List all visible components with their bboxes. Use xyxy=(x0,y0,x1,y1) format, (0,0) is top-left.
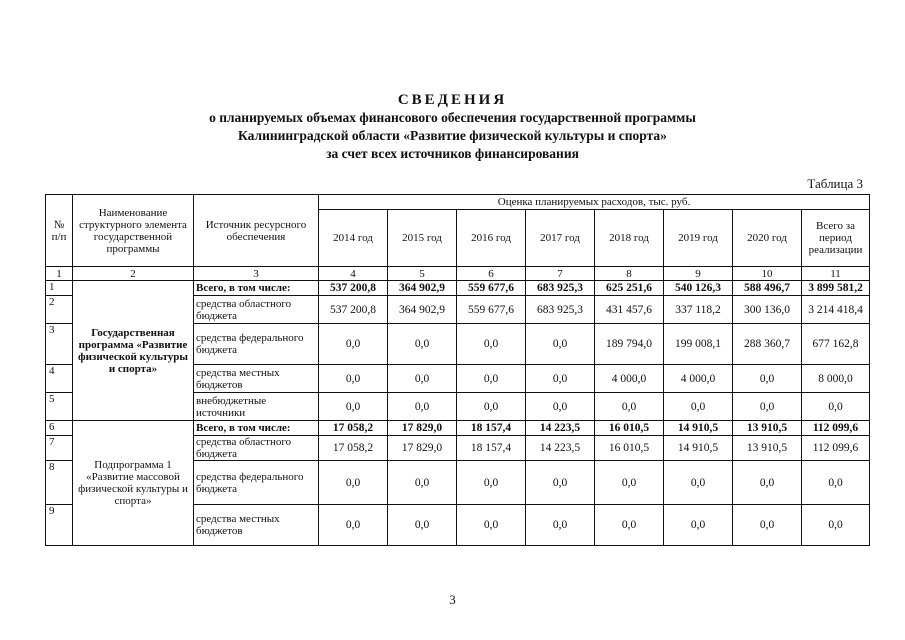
amount-cell: 683 925,3 xyxy=(526,296,595,324)
header-year-7: Всего за период реализации xyxy=(802,210,870,267)
amount-cell: 0,0 xyxy=(733,461,802,505)
column-number: 9 xyxy=(664,267,733,281)
funding-source: средства областного бюджета xyxy=(194,436,319,461)
amount-cell: 0,0 xyxy=(319,393,388,421)
amount-cell: 300 136,0 xyxy=(733,296,802,324)
column-number: 8 xyxy=(595,267,664,281)
amount-cell: 13 910,5 xyxy=(733,421,802,436)
amount-cell: 0,0 xyxy=(388,365,457,393)
header-num: № п/п xyxy=(46,195,73,267)
column-number: 6 xyxy=(457,267,526,281)
amount-cell: 17 829,0 xyxy=(388,421,457,436)
amount-cell: 0,0 xyxy=(457,505,526,546)
row-number: 1 xyxy=(46,281,73,296)
amount-cell: 559 677,6 xyxy=(457,296,526,324)
amount-cell: 0,0 xyxy=(319,365,388,393)
amount-cell: 337 118,2 xyxy=(664,296,733,324)
amount-cell: 0,0 xyxy=(457,324,526,365)
amount-cell: 0,0 xyxy=(457,461,526,505)
row-number: 8 xyxy=(46,461,73,505)
amount-cell: 364 902,9 xyxy=(388,296,457,324)
row-number: 3 xyxy=(46,324,73,365)
amount-cell: 18 157,4 xyxy=(457,421,526,436)
amount-cell: 18 157,4 xyxy=(457,436,526,461)
amount-cell: 0,0 xyxy=(595,393,664,421)
amount-cell: 683 925,3 xyxy=(526,281,595,296)
table-row xyxy=(46,281,870,296)
amount-cell: 0,0 xyxy=(733,505,802,546)
column-number: 11 xyxy=(802,267,870,281)
header-year-6: 2020 год xyxy=(733,210,802,267)
amount-cell: 16 010,5 xyxy=(595,421,664,436)
amount-cell: 0,0 xyxy=(664,505,733,546)
amount-cell: 17 058,2 xyxy=(319,436,388,461)
amount-cell: 0,0 xyxy=(802,461,870,505)
column-number: 10 xyxy=(733,267,802,281)
funding-source: средства областного бюджета xyxy=(194,296,319,324)
column-number: 5 xyxy=(388,267,457,281)
document-heading: СВЕДЕНИЯ xyxy=(397,92,508,108)
document-subtitle-line-3: за счет всех источников финансирования xyxy=(326,146,579,161)
row-number: 5 xyxy=(46,393,73,421)
amount-cell: 0,0 xyxy=(526,365,595,393)
financing-table xyxy=(45,194,870,546)
column-number: 2 xyxy=(73,267,194,281)
funding-source: средства федерального бюджета xyxy=(194,461,319,505)
funding-source: Всего, в том числе: xyxy=(194,281,319,296)
column-number: 7 xyxy=(526,267,595,281)
amount-cell: 0,0 xyxy=(802,393,870,421)
amount-cell: 199 008,1 xyxy=(664,324,733,365)
amount-cell: 13 910,5 xyxy=(733,436,802,461)
amount-cell: 0,0 xyxy=(388,505,457,546)
header-name: Наименование структурного элемента государственной программы xyxy=(73,195,194,267)
row-number: 6 xyxy=(46,421,73,436)
amount-cell: 14 223,5 xyxy=(526,436,595,461)
amount-cell: 17 829,0 xyxy=(388,436,457,461)
amount-cell: 3 899 581,2 xyxy=(802,281,870,296)
funding-source: Всего, в том числе: xyxy=(194,421,319,436)
column-number: 3 xyxy=(194,267,319,281)
amount-cell: 14 910,5 xyxy=(664,436,733,461)
row-number: 4 xyxy=(46,365,73,393)
header-estimate: Оценка планируемых расходов, тыс. руб. xyxy=(319,195,870,210)
amount-cell: 3 214 418,4 xyxy=(802,296,870,324)
amount-cell: 0,0 xyxy=(664,461,733,505)
amount-cell: 0,0 xyxy=(526,461,595,505)
table-number-label: Таблица 3 xyxy=(807,176,863,191)
column-number: 1 xyxy=(46,267,73,281)
funding-source: внебюджетные источники xyxy=(194,393,319,421)
amount-cell: 0,0 xyxy=(526,324,595,365)
amount-cell: 0,0 xyxy=(526,393,595,421)
amount-cell: 0,0 xyxy=(319,505,388,546)
amount-cell: 189 794,0 xyxy=(595,324,664,365)
funding-source: средства федерального бюджета xyxy=(194,324,319,365)
amount-cell: 537 200,8 xyxy=(319,296,388,324)
header-year-5: 2019 год xyxy=(664,210,733,267)
amount-cell: 540 126,3 xyxy=(664,281,733,296)
amount-cell: 677 162,8 xyxy=(802,324,870,365)
amount-cell: 112 099,6 xyxy=(802,421,870,436)
amount-cell: 14 223,5 xyxy=(526,421,595,436)
amount-cell: 0,0 xyxy=(733,365,802,393)
amount-cell: 588 496,7 xyxy=(733,281,802,296)
amount-cell: 431 457,6 xyxy=(595,296,664,324)
column-number: 4 xyxy=(319,267,388,281)
amount-cell: 625 251,6 xyxy=(595,281,664,296)
funding-source: средства местных бюджетов xyxy=(194,505,319,546)
amount-cell: 0,0 xyxy=(388,393,457,421)
amount-cell: 288 360,7 xyxy=(733,324,802,365)
funding-source: средства местных бюджетов xyxy=(194,365,319,393)
amount-cell: 0,0 xyxy=(595,461,664,505)
header-source: Источник ресурсного обеспечения xyxy=(194,195,319,267)
amount-cell: 0,0 xyxy=(595,505,664,546)
amount-cell: 0,0 xyxy=(388,324,457,365)
amount-cell: 14 910,5 xyxy=(664,421,733,436)
amount-cell: 112 099,6 xyxy=(802,436,870,461)
header-year-2: 2016 год xyxy=(457,210,526,267)
page-number: 3 xyxy=(449,592,456,607)
header-year-0: 2014 год xyxy=(319,210,388,267)
row-number: 9 xyxy=(46,505,73,546)
amount-cell: 0,0 xyxy=(457,393,526,421)
amount-cell: 0,0 xyxy=(802,505,870,546)
amount-cell: 4 000,0 xyxy=(595,365,664,393)
amount-cell: 0,0 xyxy=(319,461,388,505)
amount-cell: 0,0 xyxy=(319,324,388,365)
amount-cell: 559 677,6 xyxy=(457,281,526,296)
structural-element-name: Подпрограмма 1 «Развитие массовой физической культуры и спорта» xyxy=(73,421,194,546)
amount-cell: 4 000,0 xyxy=(664,365,733,393)
amount-cell: 537 200,8 xyxy=(319,281,388,296)
header-year-3: 2017 год xyxy=(526,210,595,267)
header-year-4: 2018 год xyxy=(595,210,664,267)
document-subtitle-line-1: о планируемых объемах финансового обеспечения государственной программы xyxy=(209,110,696,125)
amount-cell: 0,0 xyxy=(457,365,526,393)
amount-cell: 0,0 xyxy=(664,393,733,421)
structural-element-name: Государственная программа «Развитие физической культуры и спорта» xyxy=(73,281,194,421)
table-row xyxy=(46,421,870,436)
amount-cell: 364 902,9 xyxy=(388,281,457,296)
amount-cell: 17 058,2 xyxy=(319,421,388,436)
amount-cell: 8 000,0 xyxy=(802,365,870,393)
amount-cell: 0,0 xyxy=(388,461,457,505)
row-number: 2 xyxy=(46,296,73,324)
amount-cell: 0,0 xyxy=(733,393,802,421)
amount-cell: 0,0 xyxy=(526,505,595,546)
document-subtitle-line-2: Калининградской области «Развитие физической культуры и спорта» xyxy=(238,128,667,143)
amount-cell: 16 010,5 xyxy=(595,436,664,461)
header-year-1: 2015 год xyxy=(388,210,457,267)
row-number: 7 xyxy=(46,436,73,461)
